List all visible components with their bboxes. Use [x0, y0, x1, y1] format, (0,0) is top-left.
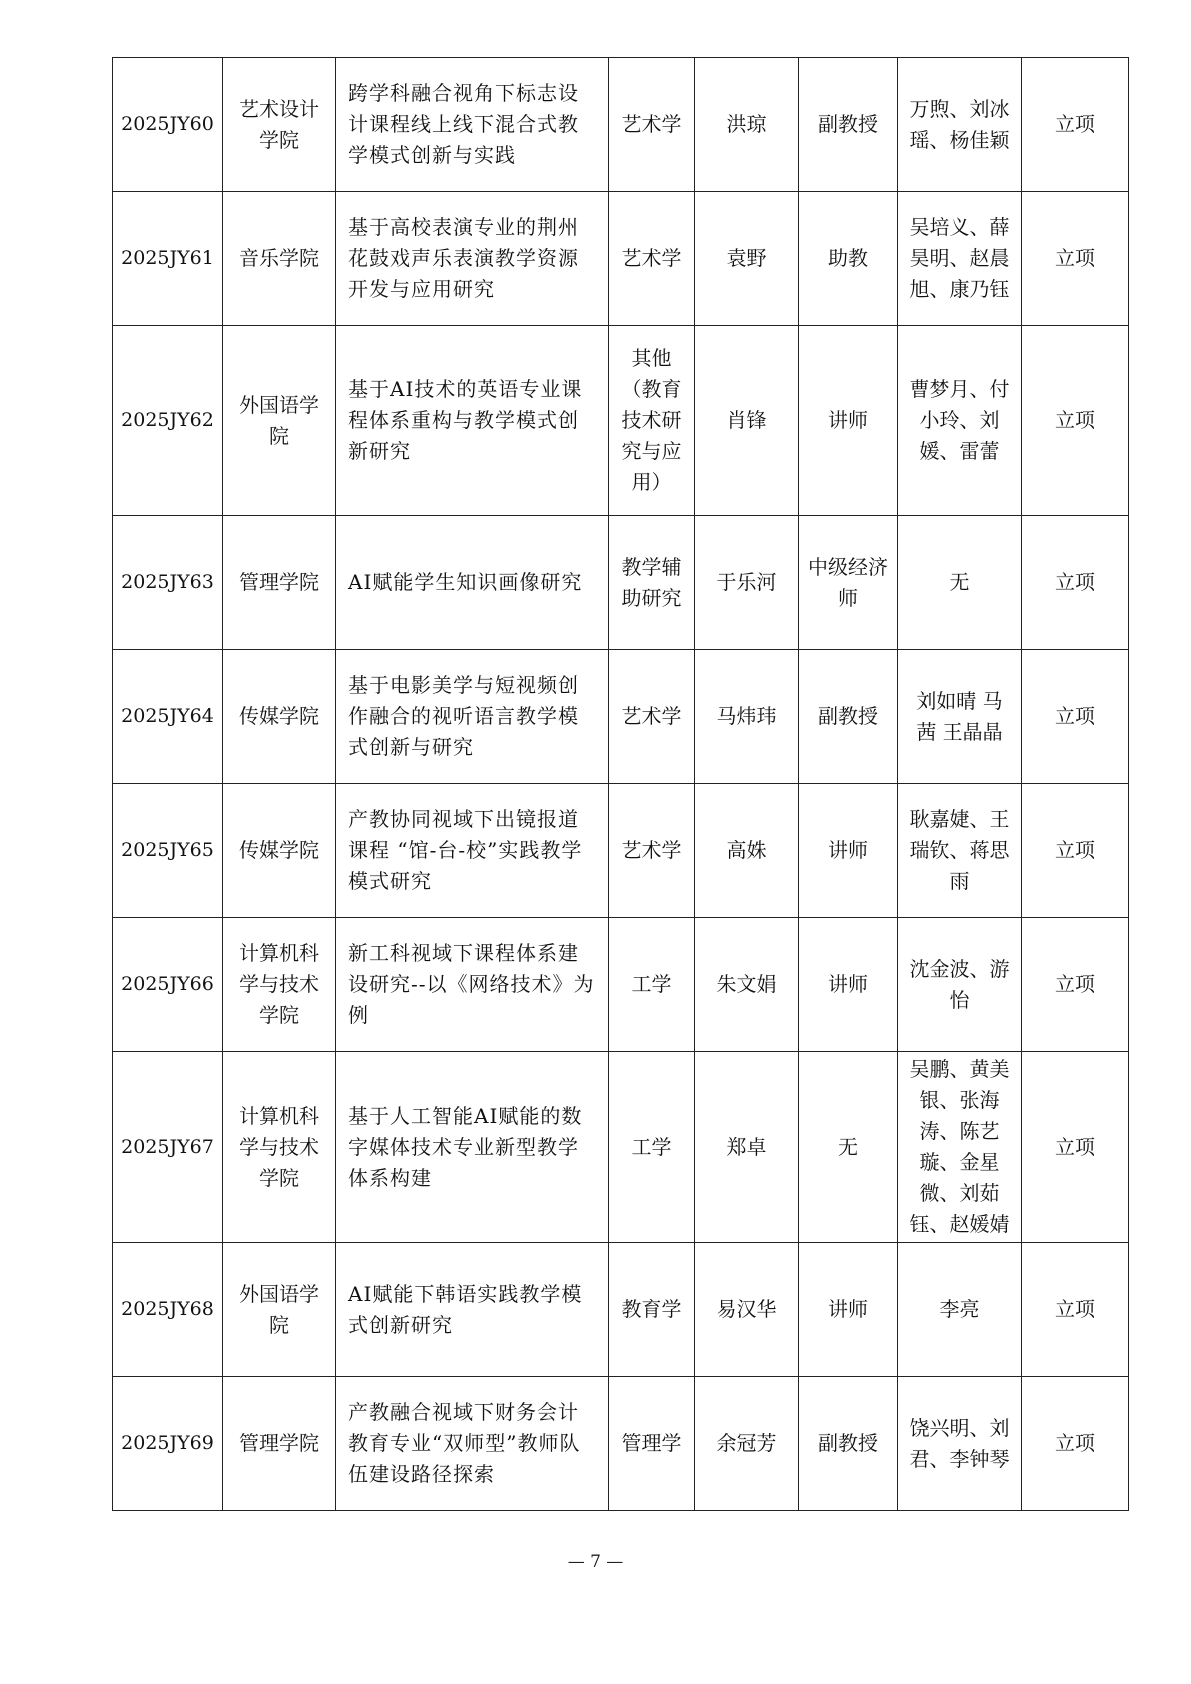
project-code: 2025JY67 [113, 1052, 223, 1243]
project-code: 2025JY65 [113, 784, 223, 918]
project-code: 2025JY62 [113, 326, 223, 516]
leader-rank: 讲师 [799, 326, 898, 516]
project-code: 2025JY63 [113, 516, 223, 650]
discipline: 艺术学 [609, 650, 695, 784]
leader-rank: 无 [799, 1052, 898, 1243]
college: 艺术设计学院 [223, 58, 336, 192]
table-row [113, 192, 1129, 326]
college: 管理学院 [223, 516, 336, 650]
leader-rank: 中级经济师 [799, 516, 898, 650]
approval-status: 立项 [1022, 1377, 1129, 1511]
college: 管理学院 [223, 1377, 336, 1511]
project-table-container [112, 57, 1128, 1511]
college: 计算机科学与技术学院 [223, 918, 336, 1052]
table-row [113, 326, 1129, 516]
college: 音乐学院 [223, 192, 336, 326]
project-leader: 易汉华 [695, 1243, 799, 1377]
table-body [113, 58, 1129, 1511]
table-row [113, 784, 1129, 918]
project-title: 新工科视域下课程体系建设研究--以《网络技术》为例 [336, 918, 609, 1052]
project-leader: 洪琼 [695, 58, 799, 192]
project-leader: 余冠芳 [695, 1377, 799, 1511]
project-code: 2025JY68 [113, 1243, 223, 1377]
discipline: 教育学 [609, 1243, 695, 1377]
project-leader: 肖锋 [695, 326, 799, 516]
project-code: 2025JY64 [113, 650, 223, 784]
project-leader: 马炜玮 [695, 650, 799, 784]
approval-status: 立项 [1022, 58, 1129, 192]
team-members: 吴鹏、黄美银、张海涛、陈艺璇、金星微、刘茹钰、赵媛婧 [898, 1052, 1022, 1243]
leader-rank: 讲师 [799, 784, 898, 918]
leader-rank: 副教授 [799, 650, 898, 784]
team-members: 曹梦月、付小玲、刘媛、雷蕾 [898, 326, 1022, 516]
college: 传媒学院 [223, 650, 336, 784]
discipline: 管理学 [609, 1377, 695, 1511]
table-row [113, 1243, 1129, 1377]
team-members: 李亮 [898, 1243, 1022, 1377]
college: 外国语学院 [223, 1243, 336, 1377]
team-members: 沈金波、游怡 [898, 918, 1022, 1052]
project-title: 跨学科融合视角下标志设计课程线上线下混合式教学模式创新与实践 [336, 58, 609, 192]
discipline: 艺术学 [609, 58, 695, 192]
discipline: 教学辅助研究 [609, 516, 695, 650]
page-number: — 7 — [567, 1552, 624, 1572]
approval-status: 立项 [1022, 1052, 1129, 1243]
discipline: 艺术学 [609, 784, 695, 918]
project-leader: 郑卓 [695, 1052, 799, 1243]
project-leader: 于乐河 [695, 516, 799, 650]
project-title: AI赋能学生知识画像研究 [336, 516, 609, 650]
project-title: 产教协同视域下出镜报道课程 “馆-台-校”实践教学模式研究 [336, 784, 609, 918]
project-table [112, 57, 1129, 1511]
table-row [113, 1377, 1129, 1511]
table-row [113, 516, 1129, 650]
project-code: 2025JY66 [113, 918, 223, 1052]
project-title: 基于高校表演专业的荆州花鼓戏声乐表演教学资源开发与应用研究 [336, 192, 609, 326]
team-members: 吴培义、薛昊明、赵晨旭、康乃钰 [898, 192, 1022, 326]
approval-status: 立项 [1022, 918, 1129, 1052]
team-members: 万煦、刘冰瑶、杨佳颖 [898, 58, 1022, 192]
project-leader: 高姝 [695, 784, 799, 918]
project-leader: 袁野 [695, 192, 799, 326]
project-code: 2025JY69 [113, 1377, 223, 1511]
leader-rank: 副教授 [799, 1377, 898, 1511]
project-leader: 朱文娟 [695, 918, 799, 1052]
project-code: 2025JY60 [113, 58, 223, 192]
approval-status: 立项 [1022, 516, 1129, 650]
project-title: 基于电影美学与短视频创作融合的视听语言教学模式创新与研究 [336, 650, 609, 784]
leader-rank: 讲师 [799, 918, 898, 1052]
project-title: 基于人工智能AI赋能的数字媒体技术专业新型教学体系构建 [336, 1052, 609, 1243]
college: 外国语学院 [223, 326, 336, 516]
approval-status: 立项 [1022, 1243, 1129, 1377]
leader-rank: 助教 [799, 192, 898, 326]
discipline: 工学 [609, 918, 695, 1052]
college: 传媒学院 [223, 784, 336, 918]
approval-status: 立项 [1022, 784, 1129, 918]
discipline: 工学 [609, 1052, 695, 1243]
table-row [113, 918, 1129, 1052]
team-members: 耿嘉婕、王瑞钦、蒋思雨 [898, 784, 1022, 918]
discipline: 其他（教育技术研究与应用） [609, 326, 695, 516]
project-title: 产教融合视域下财务会计教育专业“双师型”教师队伍建设路径探索 [336, 1377, 609, 1511]
team-members: 刘如晴 马茜 王晶晶 [898, 650, 1022, 784]
leader-rank: 讲师 [799, 1243, 898, 1377]
project-title: 基于AI技术的英语专业课程体系重构与教学模式创新研究 [336, 326, 609, 516]
table-row [113, 650, 1129, 784]
project-code: 2025JY61 [113, 192, 223, 326]
approval-status: 立项 [1022, 650, 1129, 784]
approval-status: 立项 [1022, 326, 1129, 516]
table-row [113, 1052, 1129, 1243]
discipline: 艺术学 [609, 192, 695, 326]
team-members: 无 [898, 516, 1022, 650]
project-title: AI赋能下韩语实践教学模式创新研究 [336, 1243, 609, 1377]
team-members: 饶兴明、刘君、李钟琴 [898, 1377, 1022, 1511]
table-row [113, 58, 1129, 192]
college: 计算机科学与技术学院 [223, 1052, 336, 1243]
leader-rank: 副教授 [799, 58, 898, 192]
approval-status: 立项 [1022, 192, 1129, 326]
